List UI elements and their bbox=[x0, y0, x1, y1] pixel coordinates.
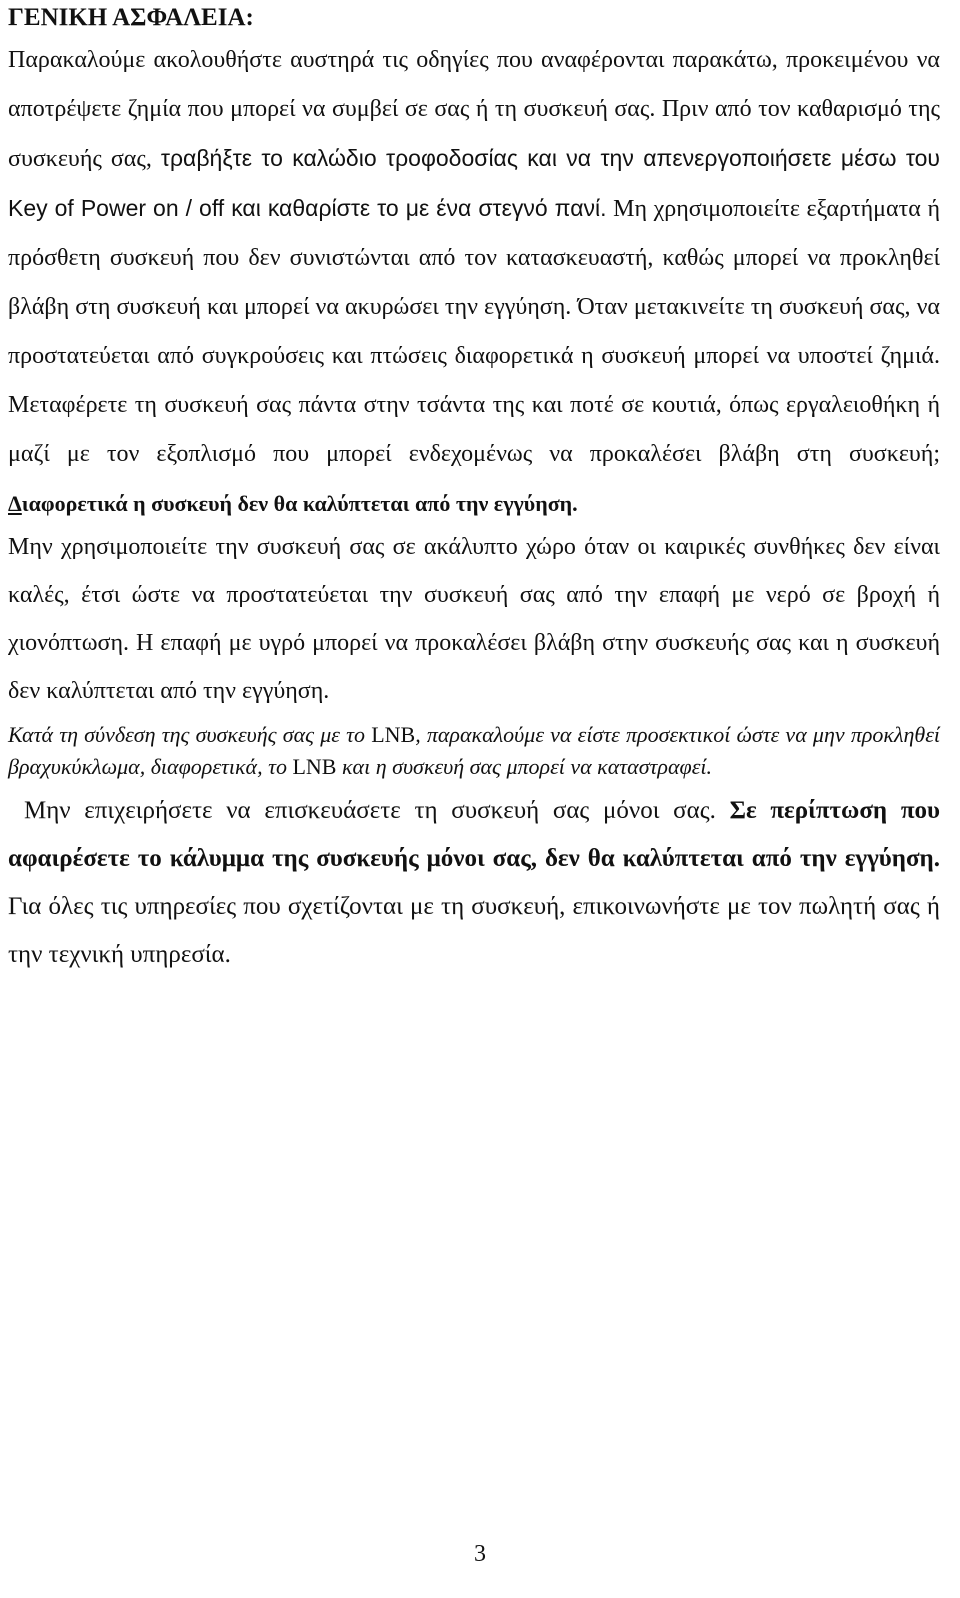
lnb-text-c: και η συσκευή σας μπορεί να καταστραφεί. bbox=[336, 754, 712, 779]
section-heading: ΓΕΝΙΚΗ ΑΣΦΑΛΕΙΑ: bbox=[8, 4, 254, 31]
page-number: 3 bbox=[474, 1541, 486, 1567]
paragraph-1-bold-warning: ιαφορετικά η συσκευή δεν θα καλύπτεται από την εγγύηση. bbox=[21, 491, 578, 516]
repair-text-b: Για όλες τις υπηρεσίες που σχετίζονται με τη συσκευή, επικοινωνήστε με τον πωλητή σας ή την τεχνική υπηρεσία. bbox=[8, 893, 940, 968]
repair-text-a: Μην επιχειρήσετε να επισκευάσετε τη συσκευή σας μόνοι σας. bbox=[24, 797, 730, 824]
safety-paragraph-2: Μην χρησιμοποιείτε την συσκευή σας σε ακάλυπτο χώρο όταν οι καιρικές συνθήκες δεν είναι καλές, έτσι ώστε να προστατεύεται την συσκευή σας από την επαφή με νερό σε βροχή ή χιονόπτωση. Η επαφή με υγρό μπορεί να προκαλέσει βλάβη στην συσκευής σας και η συσκευή δεν καλύπτεται από την εγγύηση. bbox=[8, 534, 940, 704]
safety-paragraph-1 bbox=[8, 36, 940, 529]
repair-bold-warning: Σε περίπτωση που αφαιρέσετε το κάλυμμα της συσκευής μόνοι σας, δεν θα καλύπτεται από την εγγύηση. bbox=[8, 797, 940, 872]
paragraph-1-text-b: τραβήξτε το καλώδιο τροφοδοσίας και να την απενεργοποιήσετε μέσω του Key of Power on / off και καθαρίστε το με ένα στεγνό πανί. bbox=[8, 145, 941, 221]
lnb-text-a: Κατά τη σύνδεση της συσκευής σας με το bbox=[8, 722, 372, 747]
paragraph-1-bold-initial: Δ bbox=[8, 491, 22, 516]
lnb-text-b: , παρακαλούμε να είστε προσεκτικοί ώστε να μην προκληθεί βραχυκύκλωμα, διαφορετικά, το bbox=[8, 722, 940, 779]
lnb-term-2: LNB bbox=[292, 754, 337, 779]
lnb-term-1: LNB bbox=[371, 722, 416, 747]
paragraph-1-text-c: Μη χρησιμοποιείτε εξαρτήματα ή πρόσθετη συσκευή που δεν συνιστώνται από τον κατασκευαστή, καθώς μπορεί να προκληθεί βλάβη στη συσκευή και μπορεί να ακυρώσει την εγγύηση. Όταν μετακινείτε τη συσκευή σας, να προστατεύεται από συγκρούσεις και πτώσεις διαφορετικά η συσκευή μπορεί να υποστεί ζημιά. Μεταφέρετε τη συσκευή σας πάντα στην τσάντα της και ποτέ σε κουτιά, όπως εργαλειοθήκη ή μαζί με τον εξοπλισμό που μπορεί ενδεχομένως να προκαλέσει βλάβη στη συσκευή; bbox=[8, 196, 940, 467]
page-content bbox=[8, 0, 940, 979]
lnb-warning-paragraph bbox=[8, 719, 940, 783]
repair-paragraph bbox=[8, 787, 940, 979]
paragraph-1-text-a: Παρακαλούμε ακολουθήστε αυστηρά τις οδηγίες που αναφέρονται παρακάτω, προκειμένου να αποτρέψετε ζημία που μπορεί να συμβεί σε σας ή τη συσκευή σας. Πριν από τον καθαρισμό της συσκευής σας, bbox=[8, 47, 940, 172]
